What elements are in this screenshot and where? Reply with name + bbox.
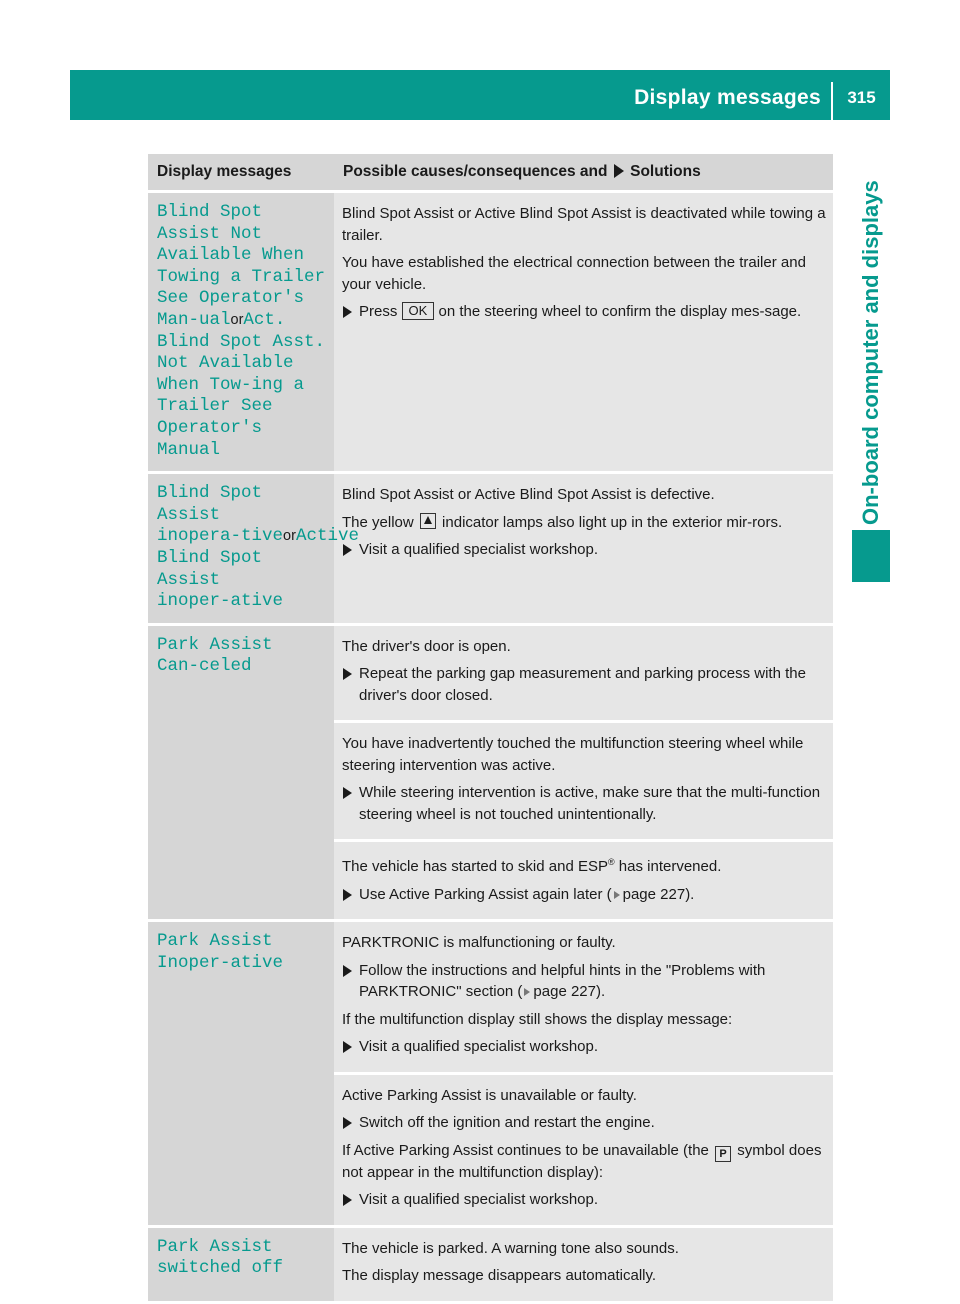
step-arrow-icon <box>343 787 352 799</box>
cause-text: You have inadvertently touched the multifunction steering wheel while steering intervention was active. <box>342 735 804 774</box>
cause-text: The display message disappears automatically. <box>342 1267 657 1285</box>
step-arrow-icon <box>343 306 352 318</box>
step-arrow-icon <box>343 889 352 901</box>
table-header-row <box>148 154 833 192</box>
cause-text-part: has intervened. <box>618 858 722 876</box>
registered-mark: ® <box>607 857 615 868</box>
message-cell <box>148 921 334 1227</box>
col-header-messages: Display messages <box>148 154 334 192</box>
description-cell <box>334 192 833 473</box>
cause-text-part: The vehicle has started to skid and ESP <box>342 858 608 876</box>
cause-text: The vehicle is parked. A warning tone also sounds. <box>342 1239 679 1257</box>
cause-text: Blind Spot Assist or Active Blind Spot Assist is deactivated while towing a trailer. <box>342 205 826 244</box>
cause-text-part: The yellow <box>342 513 414 531</box>
step-text: Press <box>359 303 398 320</box>
step-arrow-icon <box>343 668 352 680</box>
step-text: Repeat the parking gap measurement and parking process with the driver's door closed. <box>359 665 806 704</box>
description-cell <box>334 841 833 921</box>
message-text-alt: Active Blind Spot Assist inoper‑ative <box>157 526 359 612</box>
message-cell <box>148 1226 334 1302</box>
or-text: or <box>230 311 244 328</box>
cause-text <box>342 852 827 878</box>
step-arrow-icon <box>343 1194 352 1206</box>
description-cell <box>334 1073 833 1226</box>
step-text: Visit a qualified specialist workshop. <box>359 541 599 559</box>
description-cell <box>334 722 833 841</box>
table-row <box>148 192 833 473</box>
page-number: 315 <box>847 88 876 107</box>
solution-step <box>342 1189 827 1211</box>
message-text: Blind Spot Assist inopera‑tive <box>157 483 284 547</box>
side-tab-label: On-board computer and displays <box>858 180 883 525</box>
section-title: Display messages <box>634 86 821 109</box>
page-ref-icon <box>524 988 530 996</box>
parking-symbol-icon: P <box>715 1146 731 1162</box>
step-text: Use Active Parking Assist again later ( <box>359 885 612 903</box>
header-bar <box>70 70 890 120</box>
step-text: Switch off the ignition and restart the engine. <box>359 1114 655 1132</box>
col-header-solutions-text: Solutions <box>630 163 701 180</box>
message-cell <box>148 192 334 473</box>
cause-text-part: If Active Parking Assist continues to be unavailable (the <box>342 1141 709 1159</box>
solution-step <box>342 960 827 1003</box>
cause-text: If the multifunction display still shows the display message: <box>342 1010 733 1028</box>
description-cell <box>334 921 833 1074</box>
message-text: Park Assist Can‑celed <box>157 634 273 677</box>
step-arrow-icon <box>343 965 352 977</box>
arrow-icon <box>614 164 624 178</box>
message-text: Blind Spot Assist Not Available When Towing a Trailer See Operator's Man‑ual <box>157 202 326 330</box>
cause-text: PARKTRONIC is malfunctioning or faulty. <box>342 934 616 952</box>
cause-text-part: indicator lamps also light up in the exterior mir-rors. <box>442 513 783 531</box>
cause-text-part: symbol does not appear in the multifunction display): <box>342 1141 822 1181</box>
message-text: Park Assist Inoper‑ative <box>157 931 284 973</box>
col-header-causes-text: Possible causes/consequences and <box>343 163 608 180</box>
cause-text: Blind Spot Assist or Active Blind Spot Assist is defective. <box>342 486 715 504</box>
step-arrow-icon <box>343 1041 352 1053</box>
page-ref-icon <box>614 891 620 899</box>
or-text: or <box>283 528 296 545</box>
display-messages-table <box>148 154 833 1304</box>
message-text: Park Assist switched off <box>157 1236 284 1279</box>
solution-step <box>342 301 827 323</box>
step-text: page 227). <box>533 983 606 1001</box>
table-row <box>148 1226 833 1302</box>
step-text: Follow the instructions and helpful hints in the "Problems with PARKTRONIC" section ( <box>359 961 766 1001</box>
warning-triangle-icon <box>420 513 436 529</box>
step-text: Visit a qualified specialist workshop. <box>359 1191 599 1209</box>
cause-text: Active Parking Assist is unavailable or faulty. <box>342 1086 637 1104</box>
table-row <box>148 921 833 1074</box>
message-text-alt: Act. Blind Spot Asst. Not Available When Tow‑ing a Trailer See Operator's Manual <box>157 309 326 460</box>
cause-text: The driver's door is open. <box>342 637 511 655</box>
message-cell <box>148 473 359 625</box>
step-text: page 227). <box>622 885 695 903</box>
step-arrow-icon <box>343 544 352 556</box>
step-text: While steering intervention is active, make sure that the multi-function steering wheel is not touched unintentionally. <box>359 784 821 823</box>
solution-step <box>342 663 827 706</box>
side-tab-block <box>852 530 890 582</box>
solution-step <box>342 884 827 906</box>
solution-step <box>342 1036 827 1058</box>
description-cell <box>334 473 833 625</box>
message-cell <box>148 624 334 921</box>
ok-button-icon: OK <box>402 302 435 320</box>
description-cell <box>334 1226 833 1302</box>
step-text: on the steering wheel to confirm the display mes-sage. <box>438 303 802 320</box>
cause-text <box>342 512 827 534</box>
step-text: Visit a qualified specialist workshop. <box>359 1038 599 1056</box>
solution-step <box>342 1112 827 1134</box>
description-cell <box>334 624 833 722</box>
table-row <box>148 473 833 625</box>
solution-step <box>342 539 827 561</box>
cause-text <box>342 1140 827 1184</box>
col-header-causes <box>334 154 833 192</box>
cause-text: You have established the electrical connection between the trailer and your vehicle. <box>342 254 806 293</box>
step-arrow-icon <box>343 1117 352 1129</box>
solution-step <box>342 782 827 825</box>
table-row <box>148 624 833 722</box>
